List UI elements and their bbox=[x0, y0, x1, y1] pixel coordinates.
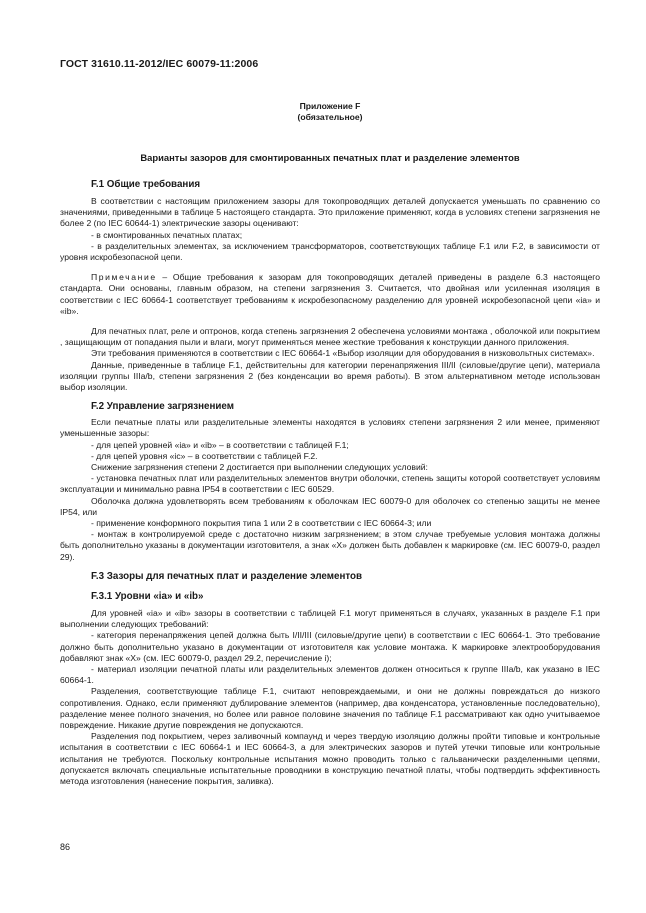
paragraph: - материал изоляции печатной платы или разделительных элементов должен относиться к группе IIIa/b, как указано в IEC 60664-1. bbox=[60, 663, 600, 686]
list-item: - для цепей уровней «ia» и «ib» – в соответствии с таблицей F.1; bbox=[91, 439, 349, 450]
section-f1-heading: F.1 Общие требования bbox=[91, 179, 201, 190]
note-text: – Общие требования к зазорам для токопроводящих деталей приведены в разделе 6.3 настоящего стандарта. Они основаны, главным образом, на степени загрязнения 3. Считается, что двойная или усиленная изоляция в соответствии с IEC 60664-1 соответствует требованиям к искробезопасному разделению для уровней искробезопасной цепи «ia» и «ib». bbox=[60, 272, 600, 316]
paragraph: Оболочка должна удовлетворять всем требованиям к оболочкам IEC 60079-0 для оболочек со степенью защиты не менее IP54, или bbox=[60, 495, 600, 517]
paragraph: Эти требования применяются в соответствии с IEC 60664-1 «Выбор изоляции для оборудования в низковольтных системах». bbox=[91, 348, 595, 359]
list-item: - применение конформного покрытия типа 1 или 2 в соответствии с IEC 60664-3; или bbox=[91, 518, 432, 529]
document-page bbox=[60, 58, 600, 787]
paragraph: - в разделительных элементах, за исключением трансформаторов, соответствующих таблице F.1 или F.2, в зависимости от уровня искробезопасной цепи. bbox=[60, 240, 600, 263]
list-item: Снижение загрязнения степени 2 достигается при выполнении следующих условий: bbox=[91, 462, 428, 473]
section-f2-heading: F.2 Управление загрязнением bbox=[91, 401, 234, 413]
paragraph: - установка печатных плат или разделительных элементов внутри оболочки, степень защиты которой соответствует условиям эксплуатации и минимально равна IP54 в соответствии с IEC 60529. bbox=[60, 473, 600, 495]
document-header: ГОСТ 31610.11-2012/IEC 60079-11:2006 bbox=[60, 58, 259, 70]
paragraph: - монтаж в контролируемой среде с достаточно низким загрязнением; в этом случае требуемые условия монтажа должны быть дополнительно указаны в документации изготовителя, а знак «X» должен быть добавлен к маркировке (см. IEC 60079-0, раздел 29). bbox=[60, 529, 600, 562]
annex-title: Варианты зазоров для смонтированных печатных плат и разделение элементов bbox=[140, 152, 520, 163]
list-item: - в смонтированных печатных платах; bbox=[91, 229, 243, 240]
section-f31-heading: F.3.1 Уровни «ia» и «ib» bbox=[91, 590, 204, 602]
annex-heading bbox=[60, 101, 600, 122]
paragraph: Разделения под покрытием, через заливочный компаунд и через твердую изоляцию должны пройти типовые и контрольные испытания в соответствии с IEC 60664-1 и IEC 60664-3, а для электрических зазоров и путей утечки типовые или контрольные испытания не требуются. Поскольку контрольные испытания можно проводить только с гальванически разделенными цепями, допускается включать специальные испытательные проводники в конструкцию печатной платы, чтобы подтвердить эффективность метода изготовления (нанесение покрытия, заливка). bbox=[60, 731, 600, 786]
paragraph: Для уровней «ia» и «ib» зазоры в соответствии с таблицей F.1 могут применяться в случаях, указанных в разделе F.1 при выполнении следующих требований: bbox=[60, 607, 600, 630]
paragraph: - категория перенапряжения цепей должна быть I/II/III (силовые/другие цепи) в соответствии с IEC 60664-1. Это требование должно быть дополнительно указано в документации от изготовителя как условие монтажа. К маркировке электрооборудования добавляют знак «X» (см. IEC 60079-0, раздел 29.2, перечисление i); bbox=[60, 630, 600, 663]
list-item: - для цепей уровня «ic» – в соответствии с таблицей F.2. bbox=[91, 450, 318, 461]
section-f3-heading: F.3 Зазоры для печатных плат и разделение элементов bbox=[91, 570, 363, 582]
annex-status: (обязательное) bbox=[297, 111, 363, 122]
paragraph: Разделения, соответствующие таблице F.1, считают неповреждаемыми, и они не должны повреждаться до низкого сопротивления. Однако, если применяют дублирование элементов (например, два конденсатора, установленные последовательно), разделение менее полного значения, но более или равное половине значения по таблице F.1 рассматривают как одно учитываемое повреждение. Никакие другие повреждения не допускаются. bbox=[60, 686, 600, 730]
paragraph: Для печатных плат, реле и оптронов, когда степень загрязнения 2 обеспечена условиями монтажа , оболочкой или покрытием , защищающим от попадания пыли и влаги, могут применяться менее жесткие требования к конструкции данного приложения. bbox=[60, 326, 600, 348]
paragraph: Если печатные платы или разделительные элементы находятся в условиях степени загрязнения 2 или менее, применяют уменьшенные зазоры: bbox=[60, 417, 600, 439]
page-number: 86 bbox=[60, 842, 71, 852]
annex-label: Приложение F bbox=[299, 101, 361, 111]
paragraph: В соответствии с настоящим приложением зазоры для токопроводящих деталей допускается уменьшать по сравнению со значениями, приведенными в таблице 5 настоящего стандарта. Это приложение применяют, когда в условиях степени загрязнения не более 2 (по IEC 60644-1) электрические зазоры оценивают: bbox=[60, 196, 600, 229]
note bbox=[60, 272, 600, 317]
note-label: Примечание bbox=[91, 272, 157, 283]
paragraph: Данные, приведенные в таблице F.1, действительны для категории перенапряжения III/II (силовые/другие цепи), материала изоляции группы IIIa/b, степени загрязнения 2 (без конденсации во время работы). В этом альтернативном методе использован выбор изоляции. bbox=[60, 359, 600, 393]
